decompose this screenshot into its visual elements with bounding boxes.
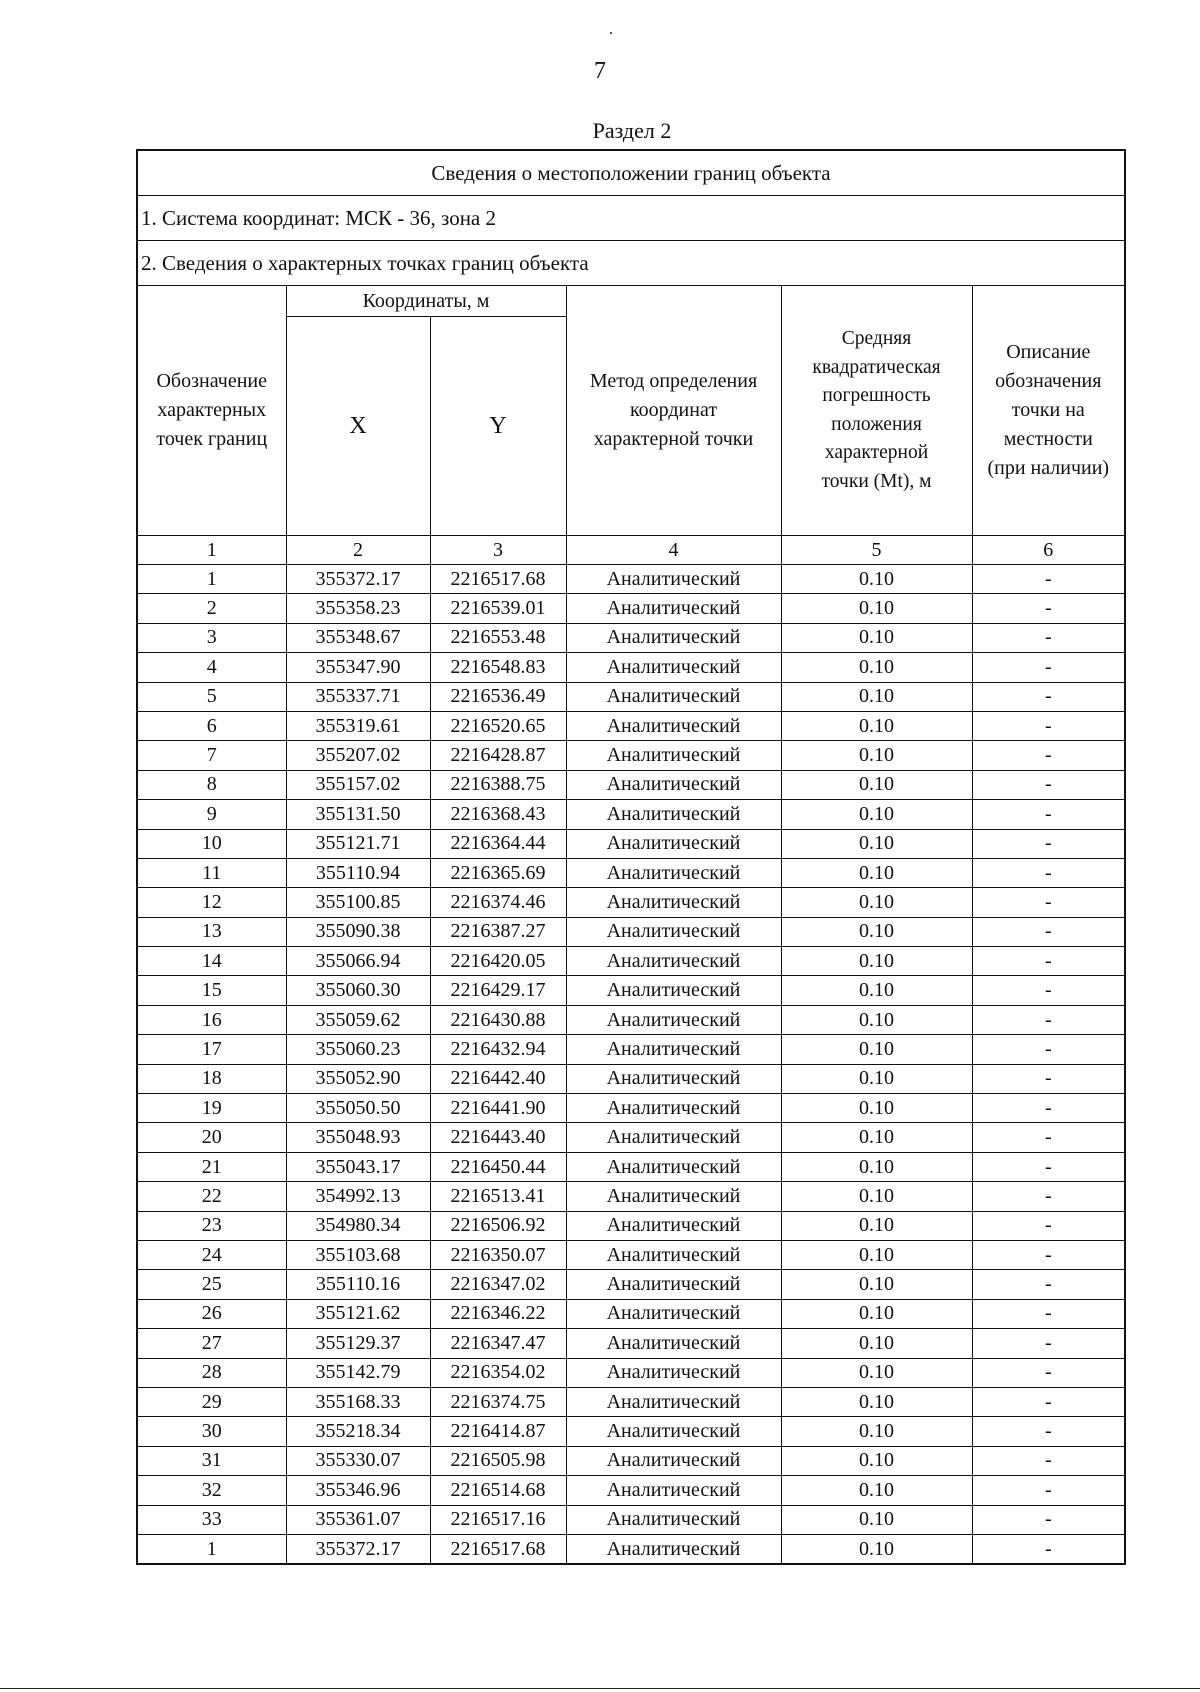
mt-error-cell: 0.10 (781, 1299, 972, 1328)
coord-y-cell: 2216414.87 (430, 1417, 566, 1446)
method-cell: Аналитический (566, 1182, 781, 1211)
mt-error-cell: 0.10 (781, 1211, 972, 1240)
description-cell: - (972, 1417, 1125, 1446)
coord-y-cell: 2216536.49 (430, 682, 566, 711)
coord-y-cell: 2216506.92 (430, 1211, 566, 1240)
point-number-cell: 1 (137, 565, 286, 594)
boundary-points-table (136, 149, 1126, 1565)
coord-y-cell: 2216450.44 (430, 1152, 566, 1181)
description-cell: - (972, 1240, 1125, 1269)
coord-x-cell: 355157.02 (286, 770, 430, 799)
header-description-line: (при наличии) (987, 457, 1110, 479)
coord-x-cell: 355110.16 (286, 1270, 430, 1299)
coord-y-cell: 2216441.90 (430, 1094, 566, 1123)
mt-error-cell: 0.10 (781, 1387, 972, 1416)
header-mt-line: точки (Mt), м (821, 470, 932, 492)
column-number: 4 (566, 536, 781, 565)
mt-error-cell: 0.10 (781, 888, 972, 917)
mt-error-cell: 0.10 (781, 1123, 972, 1152)
header-description-line: обозначения (995, 370, 1102, 392)
coord-y-cell: 2216420.05 (430, 947, 566, 976)
header-method-line: координат (629, 399, 718, 421)
coord-y-cell: 2216443.40 (430, 1123, 566, 1152)
method-cell: Аналитический (566, 800, 781, 829)
header-description-line: местности (1003, 428, 1093, 450)
coord-y-cell: 2216553.48 (430, 623, 566, 652)
mt-error-cell: 0.10 (781, 800, 972, 829)
method-cell: Аналитический (566, 1329, 781, 1358)
point-number-cell: 30 (137, 1417, 286, 1446)
point-number-cell: 11 (137, 858, 286, 887)
table-row (137, 829, 1125, 858)
description-cell: - (972, 1270, 1125, 1299)
table-row (137, 976, 1125, 1005)
mt-error-cell: 0.10 (781, 829, 972, 858)
method-cell: Аналитический (566, 1270, 781, 1299)
header-description-line: точки на (1011, 399, 1085, 421)
coord-x-cell: 355142.79 (286, 1358, 430, 1387)
point-number-cell: 12 (137, 888, 286, 917)
coord-x-cell: 355346.96 (286, 1476, 430, 1505)
column-number: 5 (781, 536, 972, 565)
table-row (137, 1417, 1125, 1446)
description-cell: - (972, 1387, 1125, 1416)
header-designation (137, 286, 286, 536)
description-cell: - (972, 1329, 1125, 1358)
coord-y-cell: 2216548.83 (430, 653, 566, 682)
description-cell: - (972, 800, 1125, 829)
table-row (137, 1358, 1125, 1387)
mt-error-cell: 0.10 (781, 653, 972, 682)
description-cell: - (972, 1152, 1125, 1181)
table-row (137, 565, 1125, 594)
description-cell: - (972, 829, 1125, 858)
mt-error-cell: 0.10 (781, 1240, 972, 1269)
coord-x-cell: 355059.62 (286, 1005, 430, 1034)
coord-x-cell: 355043.17 (286, 1152, 430, 1181)
table-row (137, 1505, 1125, 1534)
description-cell: - (972, 653, 1125, 682)
coord-y-cell: 2216539.01 (430, 594, 566, 623)
point-number-cell: 21 (137, 1152, 286, 1181)
coord-y-cell: 2216347.47 (430, 1329, 566, 1358)
point-number-cell: 9 (137, 800, 286, 829)
mt-error-cell: 0.10 (781, 976, 972, 1005)
coord-y-cell: 2216347.02 (430, 1270, 566, 1299)
coord-x-cell: 355361.07 (286, 1505, 430, 1534)
coord-y-cell: 2216387.27 (430, 917, 566, 946)
point-number-cell: 7 (137, 741, 286, 770)
description-cell: - (972, 1211, 1125, 1240)
table-row (137, 1152, 1125, 1181)
method-cell: Аналитический (566, 594, 781, 623)
coord-y-cell: 2216517.68 (430, 565, 566, 594)
point-number-cell: 20 (137, 1123, 286, 1152)
method-cell: Аналитический (566, 653, 781, 682)
coord-y-cell: 2216346.22 (430, 1299, 566, 1328)
mt-error-cell: 0.10 (781, 858, 972, 887)
table-row (137, 770, 1125, 799)
description-cell: - (972, 1476, 1125, 1505)
description-cell: - (972, 976, 1125, 1005)
method-cell: Аналитический (566, 741, 781, 770)
coord-y-cell: 2216354.02 (430, 1358, 566, 1387)
column-number: 1 (137, 536, 286, 565)
coord-y-cell: 2216388.75 (430, 770, 566, 799)
description-cell: - (972, 1182, 1125, 1211)
table-row (137, 858, 1125, 887)
description-cell: - (972, 682, 1125, 711)
coord-x-cell: 354992.13 (286, 1182, 430, 1211)
table-row (137, 594, 1125, 623)
method-cell: Аналитический (566, 888, 781, 917)
mt-error-cell: 0.10 (781, 1534, 972, 1564)
point-number-cell: 19 (137, 1094, 286, 1123)
table-row (137, 1182, 1125, 1211)
point-number-cell: 32 (137, 1476, 286, 1505)
point-number-cell: 17 (137, 1035, 286, 1064)
coord-x-cell: 355168.33 (286, 1387, 430, 1416)
coord-x-cell: 355060.30 (286, 976, 430, 1005)
coord-x-cell: 355048.93 (286, 1123, 430, 1152)
header-method-line: характерной точки (593, 428, 754, 450)
table-row (137, 947, 1125, 976)
mt-error-cell: 0.10 (781, 1446, 972, 1475)
page-bottom-rule (0, 1688, 1200, 1689)
table-row (137, 1387, 1125, 1416)
coord-y-cell: 2216517.68 (430, 1534, 566, 1564)
column-number: 6 (972, 536, 1125, 565)
point-number-cell: 15 (137, 976, 286, 1005)
header-mt-line: положения (831, 413, 922, 435)
table-row (137, 1270, 1125, 1299)
mt-error-cell: 0.10 (781, 947, 972, 976)
point-number-cell: 4 (137, 653, 286, 682)
mt-error-cell: 0.10 (781, 1358, 972, 1387)
coord-x-cell: 355372.17 (286, 1534, 430, 1564)
coord-y-cell: 2216505.98 (430, 1446, 566, 1475)
coord-x-cell: 355121.71 (286, 829, 430, 858)
table-row (137, 888, 1125, 917)
mt-error-cell: 0.10 (781, 682, 972, 711)
coord-x-cell: 355207.02 (286, 741, 430, 770)
method-cell: Аналитический (566, 1123, 781, 1152)
mt-error-cell: 0.10 (781, 1094, 972, 1123)
coord-x-cell: 355090.38 (286, 917, 430, 946)
mt-error-cell: 0.10 (781, 1270, 972, 1299)
coord-y-cell: 2216364.44 (430, 829, 566, 858)
header-mt-line: Средняя (841, 328, 912, 349)
point-number-cell: 16 (137, 1005, 286, 1034)
mt-error-cell: 0.10 (781, 1005, 972, 1034)
description-cell: - (972, 1446, 1125, 1475)
mt-error-cell: 0.10 (781, 1417, 972, 1446)
point-number-cell: 33 (137, 1505, 286, 1534)
column-number: 2 (286, 536, 430, 565)
point-number-cell: 2 (137, 594, 286, 623)
coord-x-cell: 355060.23 (286, 1035, 430, 1064)
table-row (137, 1299, 1125, 1328)
coord-y-cell: 2216513.41 (430, 1182, 566, 1211)
method-cell: Аналитический (566, 829, 781, 858)
table-row (137, 741, 1125, 770)
coord-x-cell: 355330.07 (286, 1446, 430, 1475)
coord-y-cell: 2216430.88 (430, 1005, 566, 1034)
method-cell: Аналитический (566, 1299, 781, 1328)
mt-error-cell: 0.10 (781, 711, 972, 740)
header-mt-line: погрешность (822, 385, 931, 406)
mt-error-cell: 0.10 (781, 1505, 972, 1534)
header-mt (781, 286, 972, 536)
point-number-cell: 18 (137, 1064, 286, 1093)
method-cell: Аналитический (566, 1417, 781, 1446)
point-number-cell: 23 (137, 1211, 286, 1240)
coord-y-cell: 2216365.69 (430, 858, 566, 887)
coord-y-cell: 2216374.75 (430, 1387, 566, 1416)
coord-x-cell: 355121.62 (286, 1299, 430, 1328)
table-row (137, 1123, 1125, 1152)
mt-error-cell: 0.10 (781, 741, 972, 770)
header-mt-line: характерной (824, 442, 929, 463)
table-row (137, 653, 1125, 682)
method-cell: Аналитический (566, 711, 781, 740)
header-method-line: Метод определения (589, 370, 758, 392)
point-number-cell: 26 (137, 1299, 286, 1328)
method-cell: Аналитический (566, 623, 781, 652)
table-row (137, 917, 1125, 946)
coord-y-cell: 2216350.07 (430, 1240, 566, 1269)
method-cell: Аналитический (566, 1035, 781, 1064)
description-cell: - (972, 1505, 1125, 1534)
table-row (137, 711, 1125, 740)
coord-x-cell: 354980.34 (286, 1211, 430, 1240)
method-cell: Аналитический (566, 947, 781, 976)
point-number-cell: 1 (137, 1534, 286, 1564)
method-cell: Аналитический (566, 1476, 781, 1505)
description-cell: - (972, 1123, 1125, 1152)
coord-x-cell: 355131.50 (286, 800, 430, 829)
coord-x-cell: 355050.50 (286, 1094, 430, 1123)
table-row (137, 1240, 1125, 1269)
coord-x-cell: 355337.71 (286, 682, 430, 711)
points-heading: 2. Сведения о характерных точках границ объекта (137, 241, 1125, 286)
coord-x-cell: 355347.90 (286, 653, 430, 682)
method-cell: Аналитический (566, 682, 781, 711)
table-row (137, 1005, 1125, 1034)
point-number-cell: 25 (137, 1270, 286, 1299)
description-cell: - (972, 741, 1125, 770)
method-cell: Аналитический (566, 1094, 781, 1123)
mt-error-cell: 0.10 (781, 1329, 972, 1358)
point-number-cell: 28 (137, 1358, 286, 1387)
description-cell: - (972, 594, 1125, 623)
description-cell: - (972, 623, 1125, 652)
table-row (137, 682, 1125, 711)
method-cell: Аналитический (566, 565, 781, 594)
coord-y-cell: 2216368.43 (430, 800, 566, 829)
method-cell: Аналитический (566, 770, 781, 799)
method-cell: Аналитический (566, 917, 781, 946)
coord-x-cell: 355110.94 (286, 858, 430, 887)
point-number-cell: 10 (137, 829, 286, 858)
page-number: 7 (594, 58, 606, 84)
coord-y-cell: 2216517.16 (430, 1505, 566, 1534)
mt-error-cell: 0.10 (781, 1035, 972, 1064)
coord-x-cell: 355372.17 (286, 565, 430, 594)
point-number-cell: 27 (137, 1329, 286, 1358)
table-row (137, 1476, 1125, 1505)
mt-error-cell: 0.10 (781, 565, 972, 594)
description-cell: - (972, 1064, 1125, 1093)
table-title: Сведения о местоположении границ объекта (137, 150, 1125, 196)
point-number-cell: 6 (137, 711, 286, 740)
coord-y-cell: 2216514.68 (430, 1476, 566, 1505)
coord-x-cell: 355348.67 (286, 623, 430, 652)
header-description (972, 286, 1125, 536)
header-description-line: Описание (1006, 341, 1091, 363)
method-cell: Аналитический (566, 976, 781, 1005)
description-cell: - (972, 1299, 1125, 1328)
mt-error-cell: 0.10 (781, 770, 972, 799)
method-cell: Аналитический (566, 1211, 781, 1240)
table-row (137, 1329, 1125, 1358)
description-cell: - (972, 888, 1125, 917)
description-cell: - (972, 1358, 1125, 1387)
point-number-cell: 24 (137, 1240, 286, 1269)
header-designation-line: характерных (157, 399, 267, 421)
description-cell: - (972, 565, 1125, 594)
table-row (137, 1534, 1125, 1564)
header-y: Y (430, 317, 566, 536)
point-number-cell: 13 (137, 917, 286, 946)
method-cell: Аналитический (566, 1240, 781, 1269)
method-cell: Аналитический (566, 1358, 781, 1387)
header-coordinates: Координаты, м (286, 286, 566, 317)
coord-y-cell: 2216432.94 (430, 1035, 566, 1064)
method-cell: Аналитический (566, 858, 781, 887)
mt-error-cell: 0.10 (781, 1476, 972, 1505)
description-cell: - (972, 947, 1125, 976)
mt-error-cell: 0.10 (781, 1064, 972, 1093)
coord-x-cell: 355066.94 (286, 947, 430, 976)
coord-x-cell: 355129.37 (286, 1329, 430, 1358)
point-number-cell: 8 (137, 770, 286, 799)
description-cell: - (972, 711, 1125, 740)
table-row (137, 1211, 1125, 1240)
coord-y-cell: 2216374.46 (430, 888, 566, 917)
description-cell: - (972, 917, 1125, 946)
table-row (137, 1035, 1125, 1064)
coord-x-cell: 355103.68 (286, 1240, 430, 1269)
method-cell: Аналитический (566, 1005, 781, 1034)
description-cell: - (972, 1094, 1125, 1123)
coord-y-cell: 2216442.40 (430, 1064, 566, 1093)
table-row (137, 800, 1125, 829)
coordinate-system: 1. Система координат: МСК - 36, зона 2 (137, 196, 1125, 241)
column-number-row (137, 536, 1125, 565)
coord-y-cell: 2216520.65 (430, 711, 566, 740)
coord-x-cell: 355319.61 (286, 711, 430, 740)
mt-error-cell: 0.10 (781, 623, 972, 652)
point-number-cell: 31 (137, 1446, 286, 1475)
method-cell: Аналитический (566, 1152, 781, 1181)
description-cell: - (972, 858, 1125, 887)
coord-y-cell: 2216428.87 (430, 741, 566, 770)
method-cell: Аналитический (566, 1446, 781, 1475)
column-number: 3 (430, 536, 566, 565)
table-row (137, 1446, 1125, 1475)
method-cell: Аналитический (566, 1534, 781, 1564)
mt-error-cell: 0.10 (781, 1152, 972, 1181)
point-number-cell: 5 (137, 682, 286, 711)
point-number-cell: 29 (137, 1387, 286, 1416)
method-cell: Аналитический (566, 1387, 781, 1416)
header-method (566, 286, 781, 536)
description-cell: - (972, 1534, 1125, 1564)
description-cell: - (972, 1005, 1125, 1034)
mt-error-cell: 0.10 (781, 1182, 972, 1211)
table-row (137, 1094, 1125, 1123)
description-cell: - (972, 1035, 1125, 1064)
header-x: X (286, 317, 430, 536)
point-number-cell: 22 (137, 1182, 286, 1211)
section-title: Раздел 2 (592, 118, 672, 143)
point-number-cell: 3 (137, 623, 286, 652)
coord-x-cell: 355052.90 (286, 1064, 430, 1093)
coord-y-cell: 2216429.17 (430, 976, 566, 1005)
coord-x-cell: 355100.85 (286, 888, 430, 917)
description-cell: - (972, 770, 1125, 799)
mt-error-cell: 0.10 (781, 917, 972, 946)
scan-speck (610, 32, 612, 34)
mt-error-cell: 0.10 (781, 594, 972, 623)
header-designation-line: точек границ (156, 428, 268, 450)
header-mt-line: квадратическая (812, 356, 941, 378)
coord-x-cell: 355358.23 (286, 594, 430, 623)
method-cell: Аналитический (566, 1064, 781, 1093)
header-designation-line: Обозначение (156, 370, 268, 392)
point-number-cell: 14 (137, 947, 286, 976)
table-row (137, 623, 1125, 652)
table-row (137, 1064, 1125, 1093)
coord-x-cell: 355218.34 (286, 1417, 430, 1446)
method-cell: Аналитический (566, 1505, 781, 1534)
